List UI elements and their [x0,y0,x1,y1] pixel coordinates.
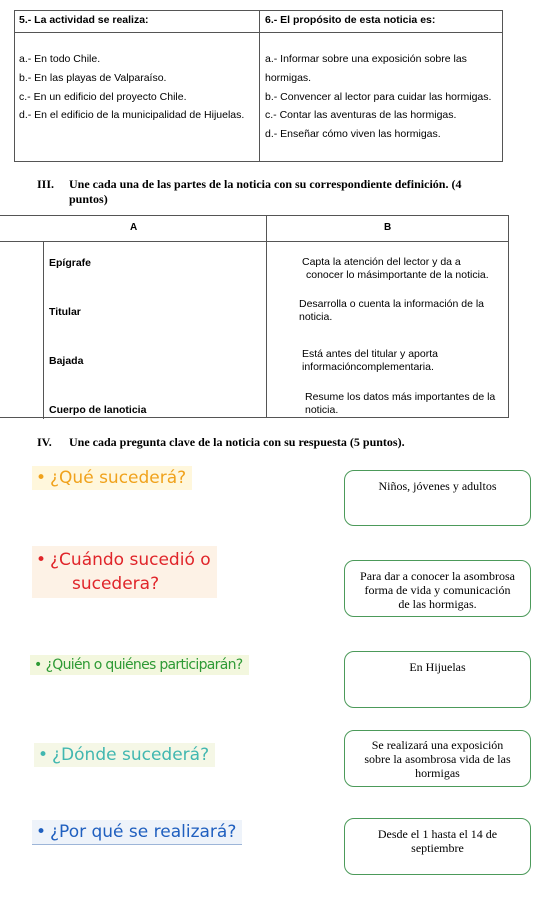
definition-4: Resume los datos más importantes de la noticia. [305,391,496,416]
answer-box-5[interactable]: Desde el 1 hasta el 14 de septiembre [344,818,531,875]
section-3-line1: Une cada una de las partes de la noticia con su correspondiente definición. (4 [69,177,462,191]
left-margin-divider [43,241,44,419]
answer-box-3[interactable]: En Hijuelas [344,651,531,708]
question-quien: • ¿Quién o quiénes participarán? [30,655,249,675]
definition-2: Desarrolla o cuenta la información de la noticia. [299,298,485,323]
q6-option-c: c.- Contar las aventuras de las hormigas. [265,109,457,121]
q5-option-a: a.- En todo Chile. [19,53,101,65]
term-titular: Titular [49,306,81,318]
q6-option-a-cont: hormigas. [265,72,312,84]
section-4-number: IV. [37,435,52,449]
question-donde: • ¿Dónde sucederá? [34,743,215,767]
column-b-header: B [384,222,392,233]
section-4-heading [37,435,517,450]
multiple-choice-table [14,10,503,162]
column-divider [259,11,260,161]
q6-option-b: b.- Convencer al lector para cuidar las hormigas. [265,91,492,103]
term-bajada: Bajada [49,355,84,367]
section-4-text: Une cada pregunta clave de la noticia con su respuesta (5 puntos). [69,435,405,449]
question-6-header: 6.- El propósito de esta noticia es: [265,14,436,26]
q5-option-d: d.- En el edificio de la municipalidad de Hijuelas. [19,109,245,121]
question-por-que: • ¿Por qué se realizará? [32,820,242,845]
answer-box-1[interactable]: Niños, jóvenes y adultos [344,470,531,526]
answer-box-4[interactable]: Se realizará una exposición sobre la asombrosa vida de las hormigas [344,730,531,787]
section-3-line2: puntos) [69,192,108,206]
section-3-heading [37,177,517,207]
q6-option-d: d.- Enseñar cómo viven las hormigas. [265,128,441,140]
column-divider [266,216,267,417]
section-3-number: III. [37,177,55,191]
q5-option-c: c.- En un edificio del proyecto Chile. [19,91,187,103]
term-epigrafe: Epígrafe [49,257,92,269]
q6-option-a: a.- Informar sobre una exposición sobre las [265,53,467,65]
question-5-header: 5.- La actividad se realiza: [19,14,149,26]
answer-box-2[interactable]: Para dar a conocer la asombrosa forma de vida y comunicación de las hormigas. [344,560,531,617]
definition-1: Capta la atención del lector y da a conocer lo másimportante de la noticia. [302,256,489,281]
definition-3: Está antes del titular y aporta informacióncomplementaria. [302,348,438,373]
question-cuando: • ¿Cuándo sucedió o sucedera? [32,546,217,598]
table-header-row [0,216,508,242]
column-a-header: A [130,222,138,233]
q5-option-b: b.- En las playas de Valparaíso. [19,72,167,84]
matching-table [0,215,509,418]
question-que: • ¿Qué sucederá? [32,466,192,490]
term-cuerpo: Cuerpo de lanoticia [49,404,147,416]
